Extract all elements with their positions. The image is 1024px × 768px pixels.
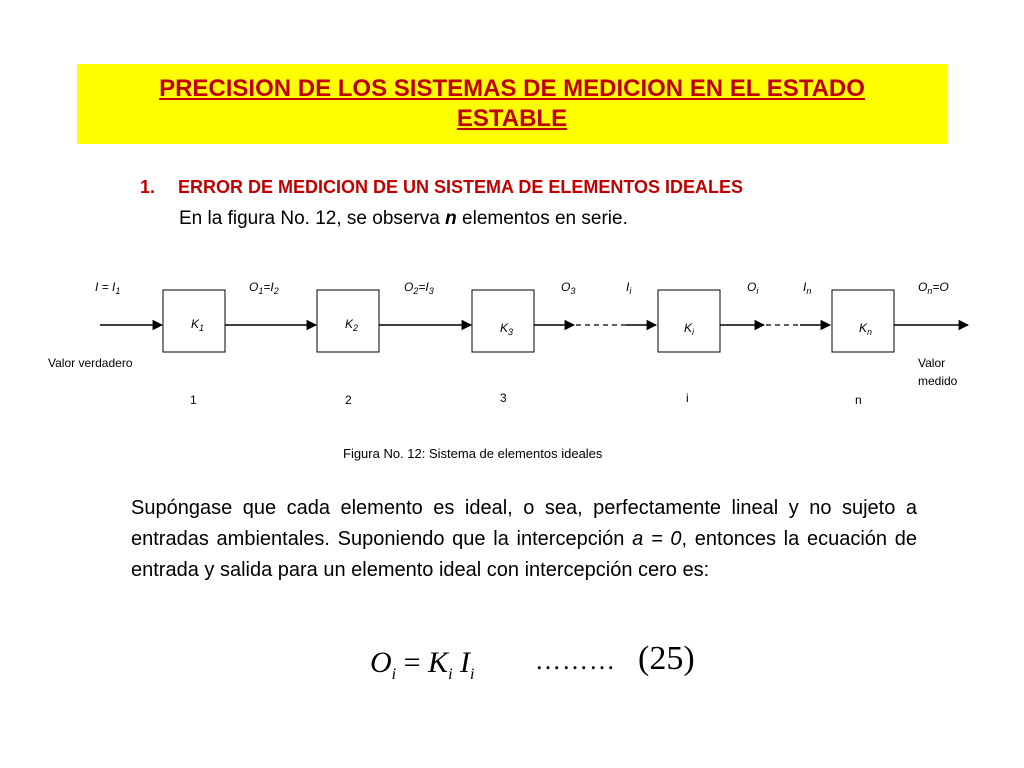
gain-kn: $K_n$ bbox=[859, 321, 873, 337]
section-heading bbox=[140, 177, 743, 198]
intercept-zero: = 0 bbox=[643, 528, 682, 550]
para-part-2: entonces la ecuación de entrada y salida para un elemento ideal con intercepción cero es: bbox=[131, 528, 917, 581]
signal-on-o: $O_n=O$ bbox=[918, 280, 949, 296]
block-index-3: 3 bbox=[500, 391, 507, 405]
gain-k3: $K_3$ bbox=[500, 321, 514, 337]
block-index-n: n bbox=[855, 393, 862, 407]
output-label-line1: Valor bbox=[918, 356, 946, 370]
intro-pre: En la figura No. 12, se observa bbox=[179, 208, 446, 229]
para-comma: , bbox=[681, 528, 688, 550]
figure-caption: Figura No. 12: Sistema de elementos ideales bbox=[343, 446, 603, 461]
intercept-var: a bbox=[632, 528, 644, 550]
signal-o1-i2: $O_1=I_2$ bbox=[249, 280, 279, 296]
block-index-1: 1 bbox=[190, 393, 197, 407]
series-elements-diagram bbox=[0, 270, 1024, 420]
gain-k1: $K_1$ bbox=[191, 317, 205, 333]
page-title: PRECISION DE LOS SISTEMAS DE MEDICION EN EL ESTADO ESTABLE bbox=[159, 75, 865, 132]
equation-25 bbox=[370, 640, 710, 690]
input-label: Valor verdadero bbox=[48, 356, 133, 370]
gain-ki: $K_i$ bbox=[684, 321, 695, 337]
block-index-2: 2 bbox=[345, 393, 352, 407]
section-heading-text: ERROR DE MEDICION DE UN SISTEMA DE ELEMENTOS IDEALES bbox=[178, 177, 744, 197]
intro-text bbox=[179, 208, 628, 230]
intro-n: n bbox=[445, 208, 457, 229]
signal-ii: $I_i$ bbox=[626, 280, 632, 296]
signal-in: $I_n$ bbox=[803, 280, 812, 296]
section-number: 1. bbox=[140, 177, 156, 197]
equation-expression: $O_i = K_i$ $I_i$ bbox=[370, 646, 475, 683]
signal-o3: $O_3$ bbox=[561, 280, 576, 296]
signal-i-eq-i1: $I = I_1$ bbox=[95, 280, 121, 296]
equation-number: (25) bbox=[638, 640, 695, 677]
block-index-i: i bbox=[686, 391, 689, 405]
signal-oi: $O_i$ bbox=[747, 280, 759, 296]
para-part-1: Supóngase que cada elemento es ideal, o sea, perfectamente lineal y no sujeto a entradas ambientales. Suponiendo que la intercepción bbox=[131, 497, 917, 550]
output-label-line2: medido bbox=[918, 374, 958, 388]
body-paragraph bbox=[131, 493, 917, 586]
equation-dots: ……… bbox=[535, 646, 616, 675]
gain-k2: $K_2$ bbox=[345, 317, 359, 333]
intro-post: elementos en serie. bbox=[456, 208, 628, 229]
signal-o2-i3: $O_2=I_3$ bbox=[404, 280, 434, 296]
title-banner bbox=[77, 64, 947, 144]
